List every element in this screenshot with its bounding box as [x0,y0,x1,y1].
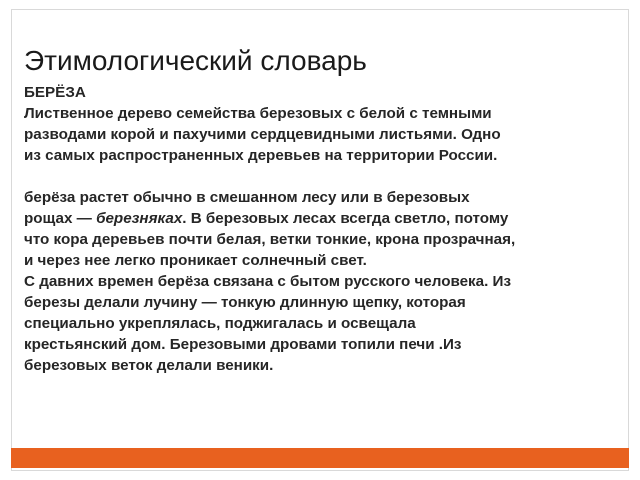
history-line: березы делали лучину — тонкую длинную щепку, которая [24,294,466,311]
history-paragraph [24,271,614,376]
headword: БЕРЁЗА [24,84,86,101]
history-line: специально укреплялась, поджигалась и освещала [24,315,416,332]
definition-line: Лиственное дерево семейства березовых с белой с темными [24,105,492,122]
habitat-line: что кора деревьев почти белая, ветки тонкие, крона прозрачная, [24,231,516,248]
slide-content [24,82,614,376]
italic-term: березняках [96,210,183,227]
paragraph-gap [24,166,614,187]
history-line: крестьянский дом. Березовыми дровами топили печи .Из [24,336,462,353]
history-line: березовых веток делали веники. [24,357,274,374]
habitat-line [24,208,614,229]
definition-line: разводами корой и пахучими сердцевидными листьями. Одно [24,126,501,143]
habitat-line: и через нее легко проникает солнечный свет. [24,252,367,269]
slide-title: Этимологический словарь [24,45,367,76]
history-line: С давних времен берёза связана с бытом русского человека. Из [24,273,512,290]
accent-bar [11,448,629,468]
habitat-paragraph [24,187,614,271]
habitat-line: берёза растет обычно в смешанном лесу или в березовых [24,189,470,206]
definition-line: из самых распространенных деревьев на территории России. [24,147,498,164]
habitat-text: . В березовых лесах всегда светло, потому [182,210,509,227]
habitat-text: рощах — [24,210,97,227]
definition-paragraph [24,103,614,166]
